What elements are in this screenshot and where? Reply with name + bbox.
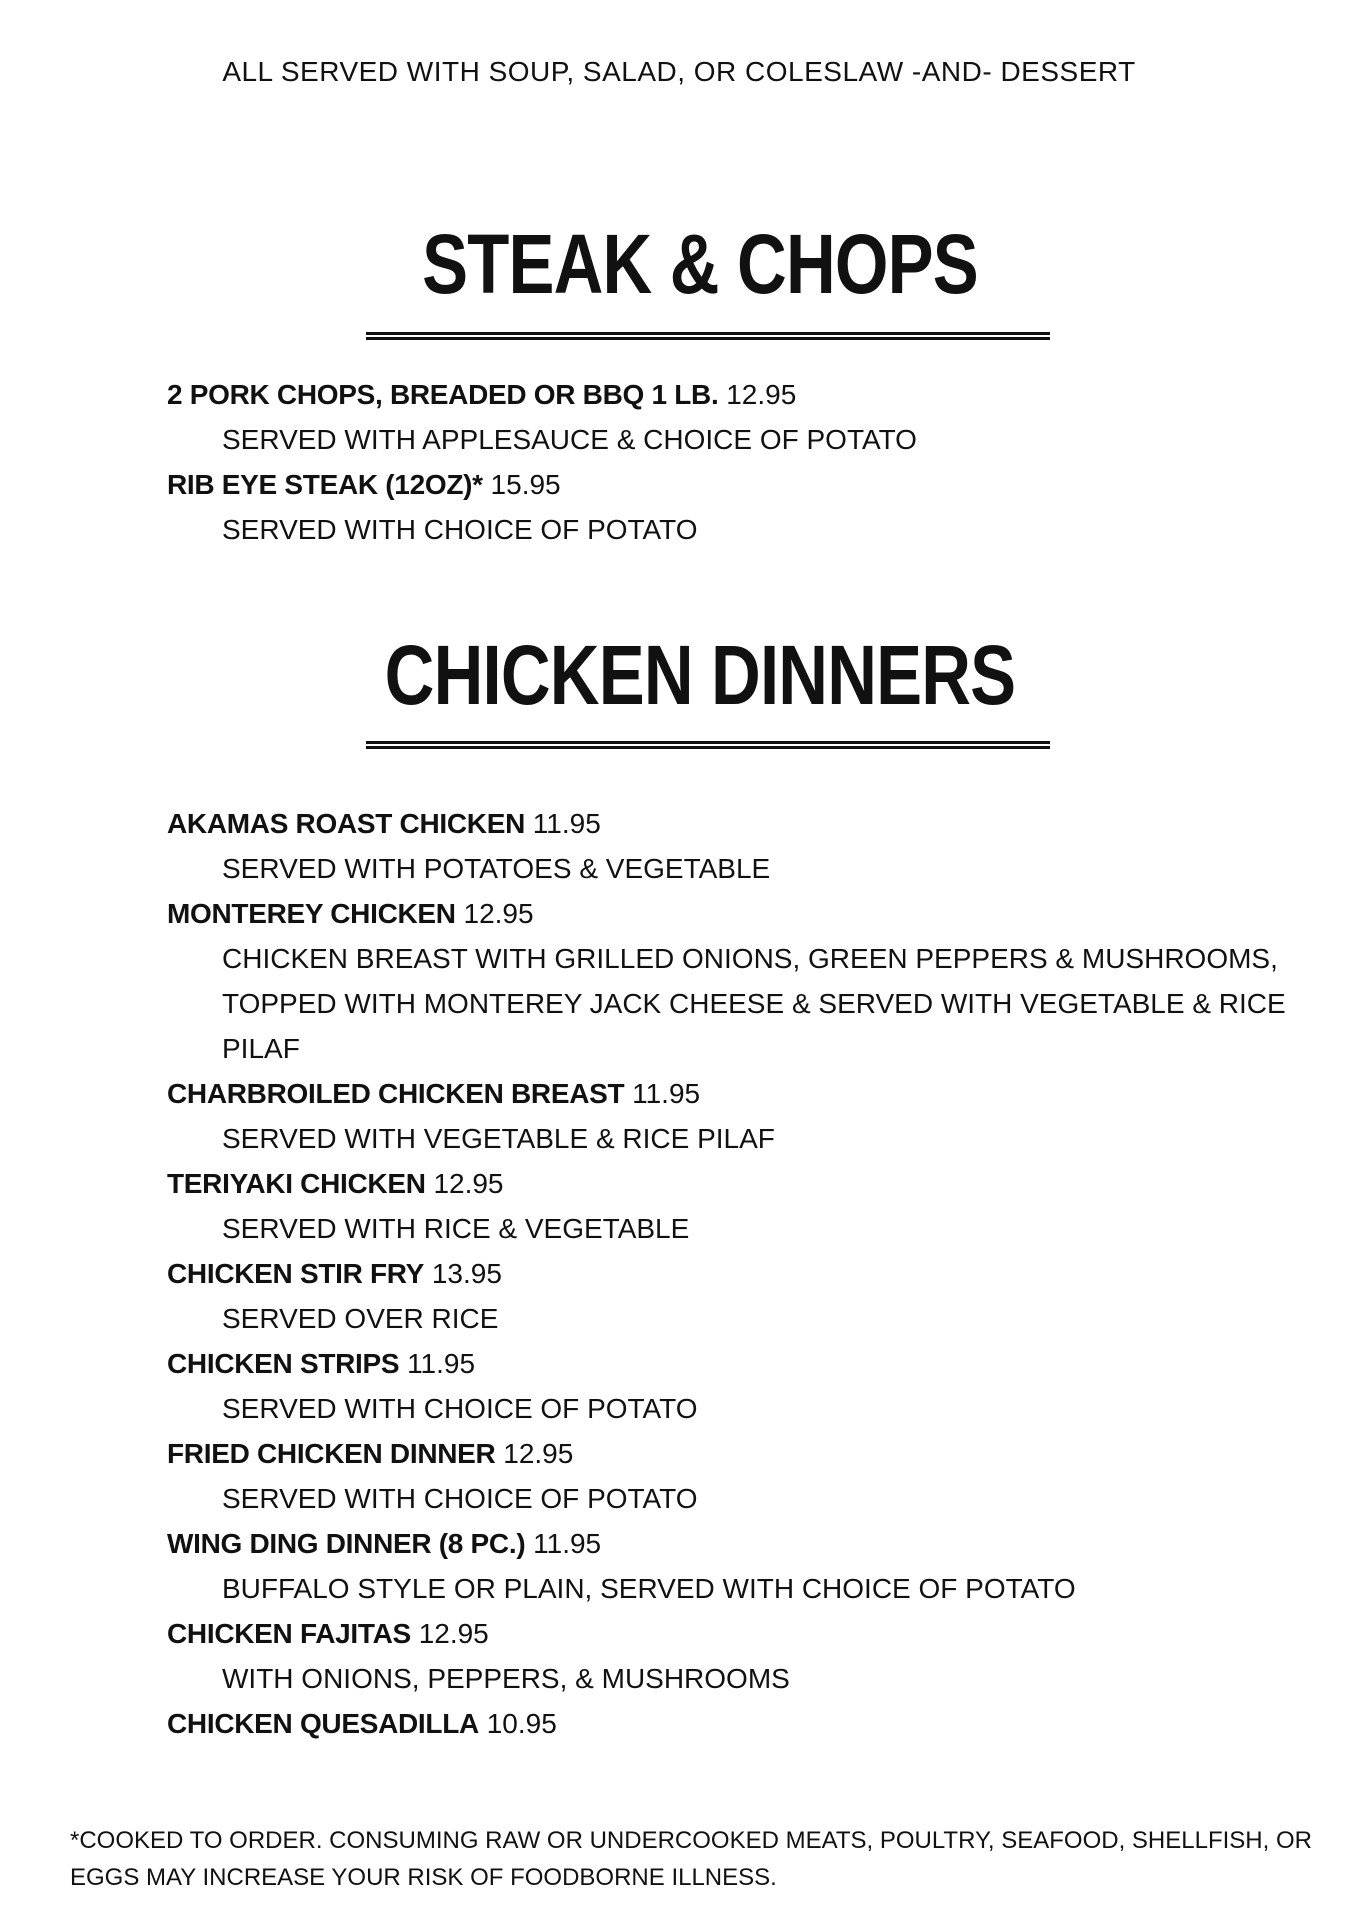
menu-item [167, 462, 1297, 552]
menu-item-name: 2 PORK CHOPS, BREADED OR BBQ 1 LB. [167, 379, 719, 410]
menu-item-heading [167, 801, 1297, 846]
menu-item-description: CHICKEN BREAST WITH GRILLED ONIONS, GREEN PEPPERS & MUSHROOMS, TOPPED WITH MONTEREY JACK CHEESE & SERVED WITH VEGETABLE & RICE PILAF [222, 943, 1286, 1064]
menu-item-heading [167, 1521, 1297, 1566]
menu-item [167, 801, 1297, 891]
section-title-chicken-dinners: CHICKEN DINNERS [384, 628, 1016, 722]
menu-item-name: FRIED CHICKEN DINNER [167, 1438, 496, 1469]
menu-item-description: SERVED WITH POTATOES & VEGETABLE [222, 853, 771, 884]
menu-item-heading [167, 372, 1297, 417]
menu-item-price: 12.95 [418, 1618, 489, 1649]
menu-item-name: AKAMAS ROAST CHICKEN [167, 808, 526, 839]
menu-item-description: SERVED WITH CHOICE OF POTATO [222, 1483, 698, 1514]
menu-item-heading [167, 1701, 1297, 1746]
menu-item-heading [167, 1161, 1297, 1206]
menu-item-name: CHICKEN STRIPS [167, 1348, 400, 1379]
menu-item-heading [167, 1251, 1297, 1296]
menu-item [167, 1431, 1297, 1521]
menu-item-heading [167, 1611, 1297, 1656]
menu-item-name: TERIYAKI CHICKEN [167, 1168, 426, 1199]
menu-item [167, 1521, 1297, 1611]
section-title-steak-chops: STEAK & CHOPS [422, 217, 978, 311]
menu-item-heading [167, 1341, 1297, 1386]
menu-item-price: 12.95 [503, 1438, 574, 1469]
menu-item-description: SERVED OVER RICE [222, 1303, 499, 1334]
menu-item-description: WITH ONIONS, PEPPERS, & MUSHROOMS [222, 1663, 790, 1694]
menu-item-heading [167, 462, 1297, 507]
menu-item [167, 1161, 1297, 1251]
menu-item-heading [167, 1071, 1297, 1116]
menu-item-price: 13.95 [431, 1258, 502, 1289]
menu-item [167, 891, 1297, 1071]
food-safety-disclaimer: *COOKED TO ORDER. CONSUMING RAW OR UNDERCOOKED MEATS, POULTRY, SEAFOOD, SHELLFISH, OR EGGS MAY INCREASE YOUR RISK OF FOODBORNE ILLNESS. [70, 1827, 1312, 1891]
menu-item-description: BUFFALO STYLE OR PLAIN, SERVED WITH CHOICE OF POTATO [222, 1573, 1076, 1604]
menu-item-heading [167, 1431, 1297, 1476]
served-with-note: ALL SERVED WITH SOUP, SALAD, OR COLESLAW -AND- DESSERT [222, 56, 1136, 87]
menu-item-name: CHICKEN STIR FRY [167, 1258, 425, 1289]
menu-item [167, 372, 1297, 462]
menu-item-name: CHICKEN FAJITAS [167, 1618, 411, 1649]
menu-item-name: MONTEREY CHICKEN [167, 898, 456, 929]
menu-item-description: SERVED WITH CHOICE OF POTATO [222, 1393, 698, 1424]
section-divider [366, 332, 1050, 340]
menu-item-price: 12.95 [726, 379, 797, 410]
menu-item-price: 11.95 [533, 1528, 602, 1559]
menu-item [167, 1251, 1297, 1341]
menu-item-price: 10.95 [486, 1708, 557, 1739]
menu-item-description: SERVED WITH VEGETABLE & RICE PILAF [222, 1123, 775, 1154]
menu-item-price: 11.95 [407, 1348, 476, 1379]
chicken-dinners-list [167, 801, 1297, 1746]
menu-item-description: SERVED WITH RICE & VEGETABLE [222, 1213, 690, 1244]
menu-item-name: WING DING DINNER (8 PC.) [167, 1528, 526, 1559]
menu-item-price: 12.95 [433, 1168, 504, 1199]
menu-item-price: 11.95 [532, 808, 601, 839]
menu-item-name: CHARBROILED CHICKEN BREAST [167, 1078, 625, 1109]
menu-item-description: SERVED WITH APPLESAUCE & CHOICE OF POTATO [222, 424, 917, 455]
menu-item [167, 1611, 1297, 1701]
menu-item-name: RIB EYE STEAK (12OZ)* [167, 469, 483, 500]
menu-item-price: 12.95 [463, 898, 534, 929]
menu-item [167, 1071, 1297, 1161]
menu-item-name: CHICKEN QUESADILLA [167, 1708, 479, 1739]
steak-chops-list [167, 372, 1297, 552]
menu-item-heading [167, 891, 1297, 936]
menu-item-price: 15.95 [490, 469, 561, 500]
menu-item-price: 11.95 [632, 1078, 701, 1109]
menu-item-description: SERVED WITH CHOICE OF POTATO [222, 514, 698, 545]
menu-item [167, 1701, 1297, 1746]
menu-item [167, 1341, 1297, 1431]
section-divider [366, 741, 1050, 749]
